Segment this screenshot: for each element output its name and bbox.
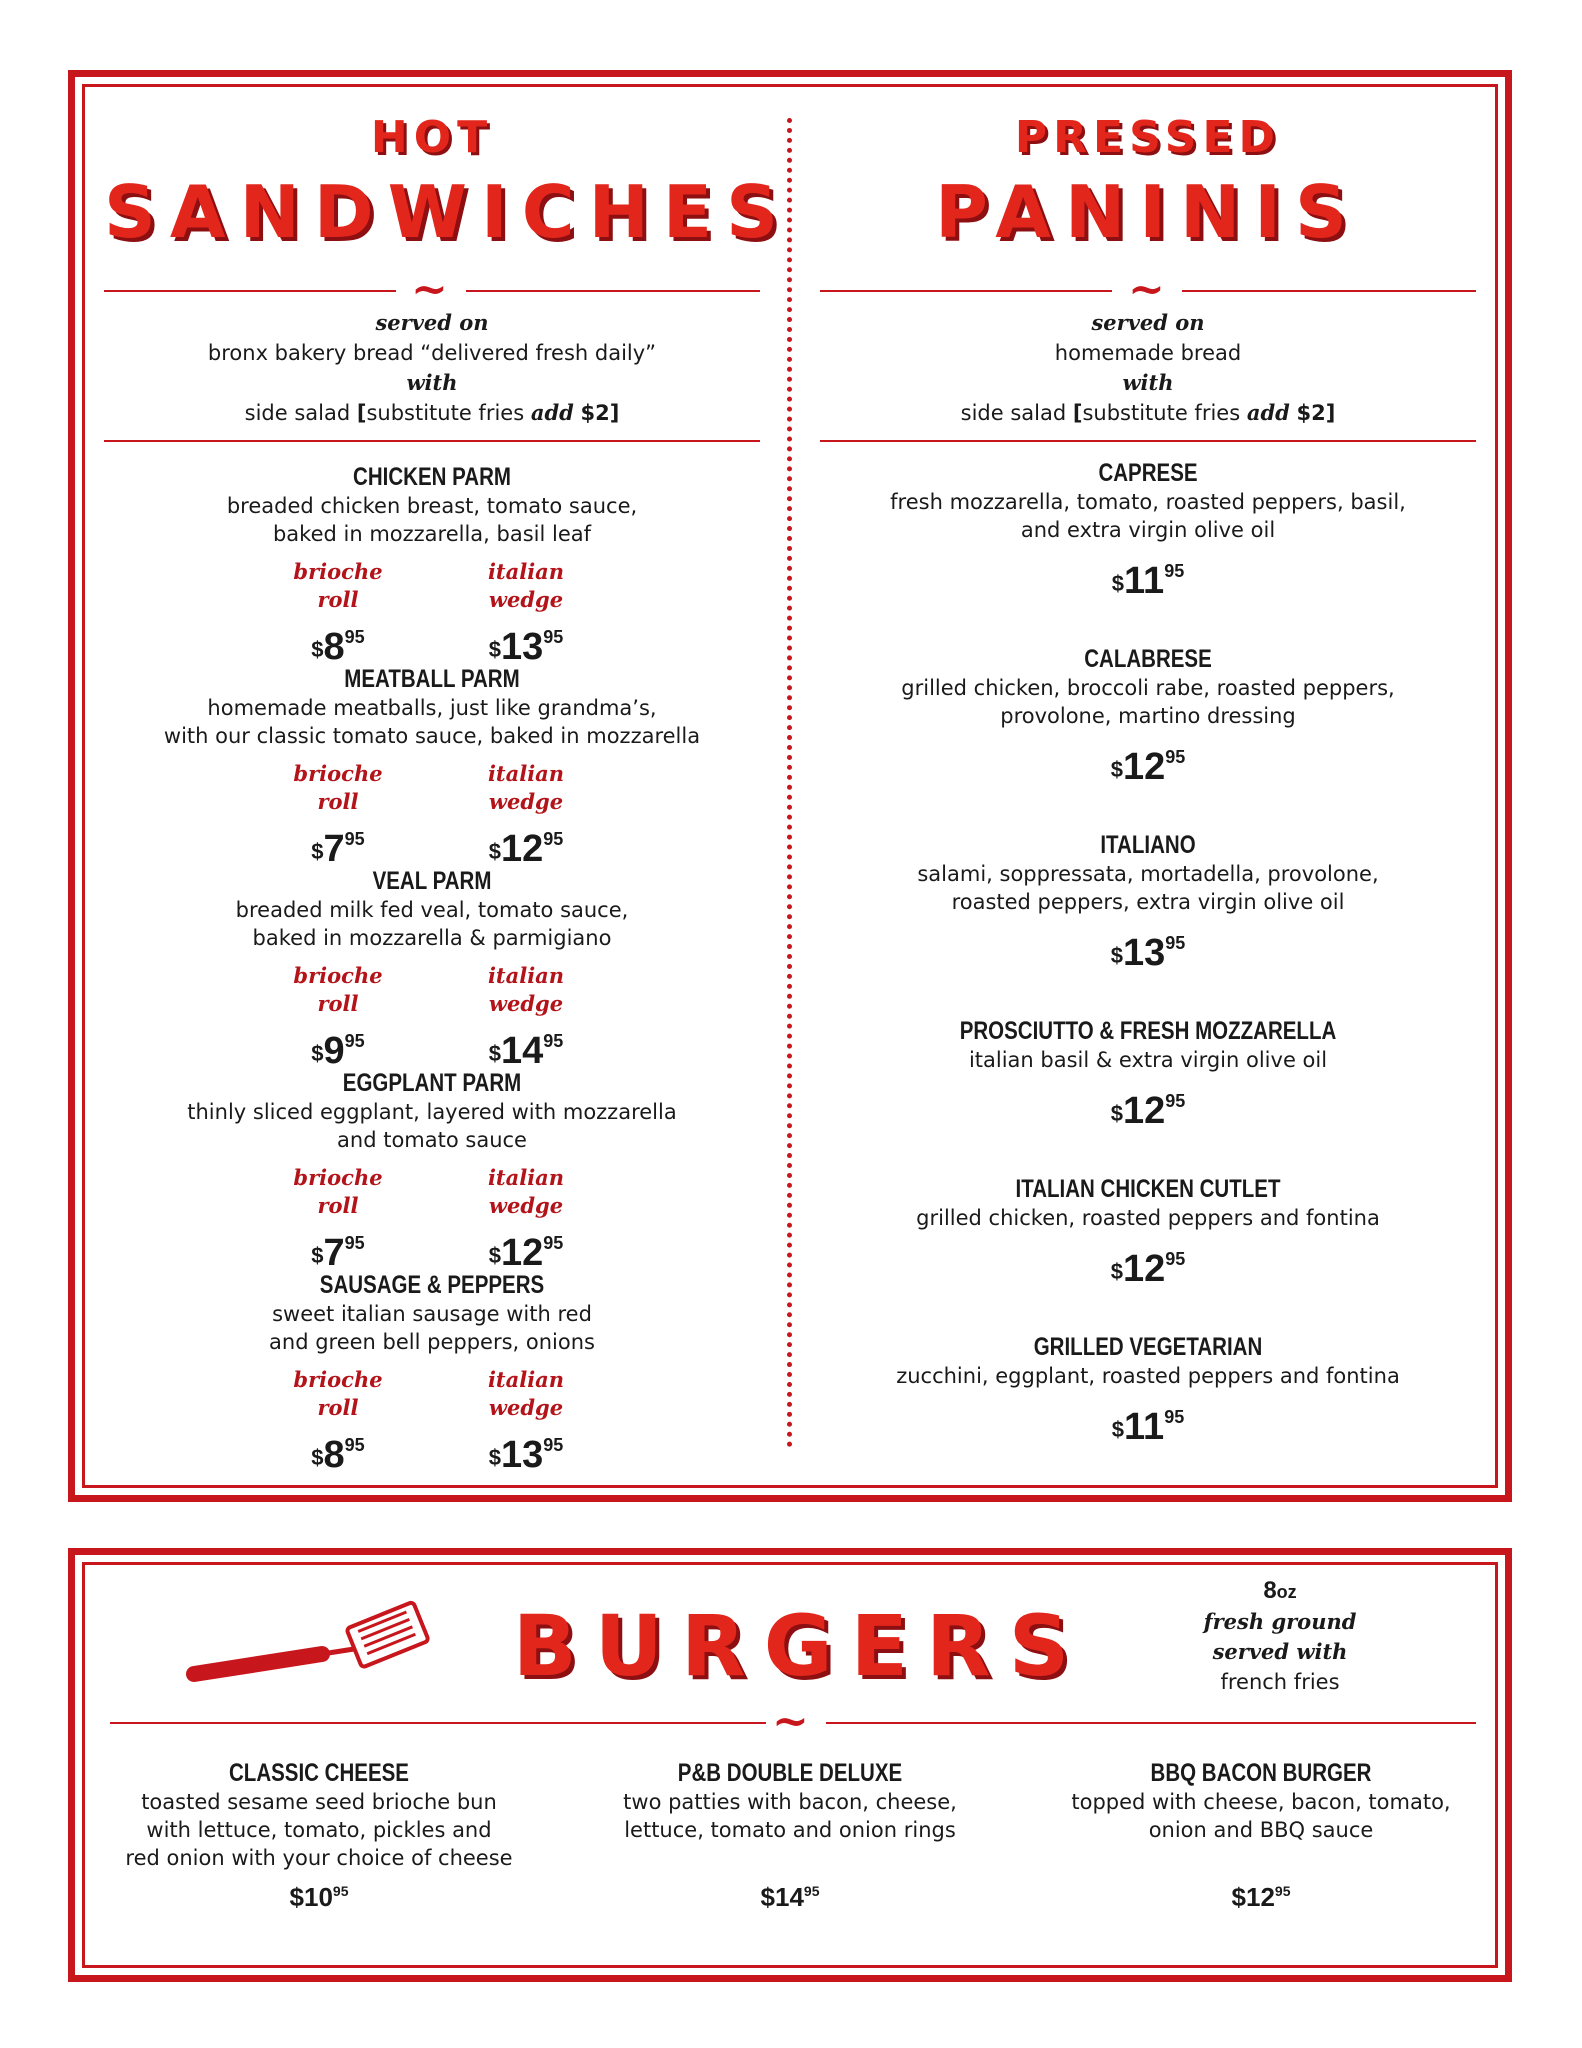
price-cents: 95 [1274,1883,1291,1899]
item-description-line: breaded milk fed veal, tomato sauce, [235,898,629,922]
price-currency: $ [311,839,324,864]
price-dollars: 14 [500,1030,544,1072]
hot-side [104,398,760,428]
paninis-side [820,398,1476,428]
price-cents: 95 [344,1435,365,1455]
price-currency: $ [311,1041,324,1066]
price-options [104,962,760,1077]
price-currency: $ [488,637,501,662]
option-wedge [461,962,591,1077]
burger-item [1046,1758,1476,1913]
list-item [820,644,1476,830]
price-dollars: 11 [1124,560,1165,602]
hot-side-price: $2 [580,401,610,425]
spatula-head [346,1602,428,1668]
price [820,548,1476,607]
list-item [820,830,1476,1016]
price-currency: $ [1110,1259,1123,1284]
hot-side-prefix: side salad [244,401,357,425]
price-dollars: 14 [774,1882,804,1912]
item-description-line: roasted peppers, extra virgin olive oil [951,890,1345,914]
price-cents: 95 [344,1031,365,1051]
burgers-rule-right [826,1722,1476,1724]
option-label: italian wedge [487,1165,565,1218]
price-currency: $ [488,839,501,864]
list-item [820,1016,1476,1174]
price-cents: 95 [543,627,564,647]
price-dollars: 12 [1122,1248,1166,1290]
price [461,1422,591,1481]
hot-top-rule-right [466,290,760,292]
paninis-with: with [1122,370,1174,395]
item-name: EGGPLANT PARM [342,1069,522,1097]
list-item [820,1332,1476,1490]
hot-sandwiches-section [104,112,792,254]
price [820,920,1476,979]
paninis-tilde-ornament: ~ [1128,264,1165,315]
paninis-side-add: add [1246,400,1290,425]
price-cents: 95 [803,1883,820,1899]
burger-weight-unit: oz [1276,1582,1297,1602]
price-cents: 95 [543,1233,564,1253]
price [104,1882,534,1913]
hot-serving-info [104,308,760,428]
item-name: CALABRESE [1084,645,1212,673]
item-description-line: grilled chicken, roasted peppers and fontina [916,1206,1380,1230]
price-currency: $ [1110,943,1123,968]
item-description-line: and tomato sauce [337,1128,527,1152]
paninis-top-rule-left [820,290,1112,292]
price-dollars: 13 [1122,932,1166,974]
option-label: italian wedge [487,559,565,612]
paninis-serving-info [820,308,1476,428]
item-name: CHICKEN PARM [353,463,511,491]
item-description-line: breaded chicken breast, tomato sauce, [226,494,638,518]
item-description-line [1046,1844,1476,1872]
list-item [104,1270,760,1476]
option-label: brioche roll [293,963,383,1016]
hot-side-paren-open: [ [356,401,367,425]
item-name: CAPRESE [1098,459,1198,487]
price-currency: $ [311,637,324,662]
option-label: italian wedge [487,963,565,1016]
price-cents: 95 [543,829,564,849]
item-description-line: italian basil & extra virgin olive oil [968,1048,1328,1072]
option-label: brioche roll [293,559,383,612]
option-brioche [273,962,403,1077]
item-description-line: with lettuce, tomato, pickles and [146,1818,492,1842]
paninis-title-main: PANINIS [935,170,1361,254]
item-description-line: salami, soppressata, mortadella, provolone, [917,862,1379,886]
burger-fresh-ground: fresh ground [1203,1609,1357,1634]
option-brioche [273,1366,403,1481]
price-currency: $ [1231,1882,1246,1912]
price-currency: $ [311,1243,324,1268]
price-cents: 95 [543,1031,564,1051]
paninis-side-paren-open: [ [1072,401,1083,425]
item-description-line: fresh mozzarella, tomato, roasted peppers, basil, [890,490,1406,514]
price-dollars: 7 [323,828,345,870]
hot-side-sub: substitute fries [366,401,531,425]
item-description-line: onion and BBQ sauce [1148,1818,1374,1842]
spatula-icon [182,1596,442,1696]
burgers-rule-left [110,1722,766,1724]
hot-bread: bronx bakery bread “delivered fresh daily” [207,341,657,365]
option-label: brioche roll [293,1165,383,1218]
paninis-side-paren-close: ] [1325,401,1336,425]
hot-top-rule-left [104,290,396,292]
burger-weight [1170,1576,1390,1607]
price-options [104,1366,760,1481]
burgers-tilde-ornament: ~ [772,1696,809,1747]
item-description-line: two patties with bacon, cheese, [623,1790,957,1814]
price-currency: $ [488,1041,501,1066]
price-dollars: 12 [1245,1882,1275,1912]
paninis-side-price: $2 [1296,401,1326,425]
list-item [820,458,1476,644]
paninis-title-top: PRESSED [1014,112,1282,163]
price-currency: $ [1110,757,1123,782]
price-currency: $ [1111,1417,1125,1442]
paninis-items-list [820,458,1476,1490]
option-wedge [461,1164,591,1279]
price-options [104,558,760,673]
paninis-side-sub: substitute fries [1082,401,1247,425]
price-cents: 95 [543,1435,564,1455]
price [575,1882,1005,1913]
price-dollars: 7 [323,1232,345,1274]
column-divider [787,118,792,1448]
price-dollars: 8 [323,1434,345,1476]
item-description-line: and green bell peppers, onions [269,1330,595,1354]
hot-items-list [104,462,760,1476]
item-description-line: baked in mozzarella, basil leaf [272,522,592,546]
price-dollars: 11 [1124,1406,1165,1448]
burgers-title: BURGERS [512,1597,1088,1695]
option-label: brioche roll [293,1367,383,1420]
price-currency: $ [311,1445,324,1470]
burger-served-with: served with [1212,1639,1348,1664]
price-cents: 95 [1165,1249,1186,1269]
item-description-line [575,1844,1005,1872]
price-cents: 95 [332,1883,349,1899]
price-dollars: 12 [1122,746,1166,788]
item-name: BBQ BACON BURGER [1150,1759,1372,1787]
hot-bottom-rule [104,440,760,442]
item-description-line: with our classic tomato sauce, baked in mozzarella [163,724,701,748]
item-description-line: and extra virgin olive oil [1020,518,1276,542]
price-dollars: 12 [500,828,544,870]
spatula-handle [194,1649,354,1674]
item-name: VEAL PARM [372,867,492,895]
price-dollars: 13 [500,1434,544,1476]
item-name: P&B DOUBLE DELUXE [677,1759,903,1787]
price-cents: 95 [1165,747,1186,767]
price-currency: $ [760,1882,775,1912]
price-dollars: 9 [323,1030,345,1072]
price [1046,1882,1476,1913]
hot-title-top: HOT [370,112,494,163]
list-item [104,866,760,1072]
item-description-line: grilled chicken, broccoli rabe, roasted peppers, [901,676,1395,700]
price-dollars: 12 [1122,1090,1166,1132]
list-item [104,462,760,668]
price-currency: $ [488,1243,501,1268]
price-dollars: 10 [303,1882,333,1912]
burger-weight-number: 8 [1263,1577,1277,1604]
item-description-line: sweet italian sausage with red [272,1302,592,1326]
burger-item [104,1758,534,1913]
item-description-line: thinly sliced eggplant, layered with mozzarella [187,1100,677,1124]
price-dollars: 12 [500,1232,544,1274]
price-cents: 95 [1164,561,1185,581]
burgers-info [1170,1576,1390,1697]
price-cents: 95 [1165,1091,1186,1111]
price-currency: $ [289,1882,304,1912]
price-currency: $ [1110,1101,1123,1126]
item-name: GRILLED VEGETARIAN [1033,1333,1263,1361]
paninis-side-prefix: side salad [960,401,1073,425]
item-description-line: toasted sesame seed brioche bun [141,1790,497,1814]
option-label: italian wedge [487,761,565,814]
list-item [104,1068,760,1274]
item-description-line: topped with cheese, bacon, tomato, [1071,1790,1451,1814]
price [820,1078,1476,1137]
item-name: ITALIANO [1100,831,1196,859]
paninis-served-on: served on [1091,310,1205,335]
item-description-line: red onion with your choice of cheese [125,1846,513,1870]
hot-side-add: add [530,400,574,425]
price-currency: $ [488,1445,501,1470]
option-label: italian wedge [487,1367,565,1420]
item-description-line: provolone, martino dressing [1000,704,1296,728]
paninis-bread: homemade bread [1054,341,1242,365]
hot-tilde-ornament: ~ [411,264,448,315]
option-wedge [461,558,591,673]
price-options [104,1164,760,1279]
item-description-line: zucchini, eggplant, roasted peppers and fontina [896,1364,1400,1388]
price-currency: $ [1111,571,1125,596]
list-item [820,1174,1476,1332]
price [820,1394,1476,1453]
paninis-section [820,112,1476,254]
item-description-line: baked in mozzarella & parmigiano [252,926,612,950]
price-cents: 95 [1165,933,1186,953]
option-brioche [273,1164,403,1279]
item-name: MEATBALL PARM [344,665,520,693]
burger-side: french fries [1220,1670,1340,1694]
price-cents: 95 [344,829,365,849]
item-name: CLASSIC CHEESE [229,1759,409,1787]
item-name: ITALIAN CHICKEN CUTLET [1015,1175,1281,1203]
price-cents: 95 [344,627,365,647]
item-description-line: lettuce, tomato and onion rings [624,1818,956,1842]
option-wedge [461,760,591,875]
option-label: brioche roll [293,761,383,814]
option-brioche [273,558,403,673]
hot-with: with [406,370,458,395]
price-dollars: 13 [500,626,544,668]
price-cents: 95 [1164,1407,1185,1427]
list-item [104,664,760,870]
hot-served-on: served on [375,310,489,335]
item-name: SAUSAGE & PEPPERS [319,1271,545,1299]
item-description-line: homemade meatballs, just like grandma’s, [207,696,657,720]
price [273,1422,403,1481]
hot-side-paren-close: ] [609,401,620,425]
price-options [104,760,760,875]
price-dollars: 8 [323,626,345,668]
burger-item [575,1758,1005,1913]
option-brioche [273,760,403,875]
price [820,1236,1476,1295]
paninis-bottom-rule [820,440,1476,442]
item-name: PROSCIUTTO & FRESH MOZZARELLA [959,1017,1337,1045]
option-wedge [461,1366,591,1481]
paninis-top-rule-right [1182,290,1476,292]
price [820,734,1476,793]
hot-title-main: SANDWICHES [104,170,792,254]
price-cents: 95 [344,1233,365,1253]
